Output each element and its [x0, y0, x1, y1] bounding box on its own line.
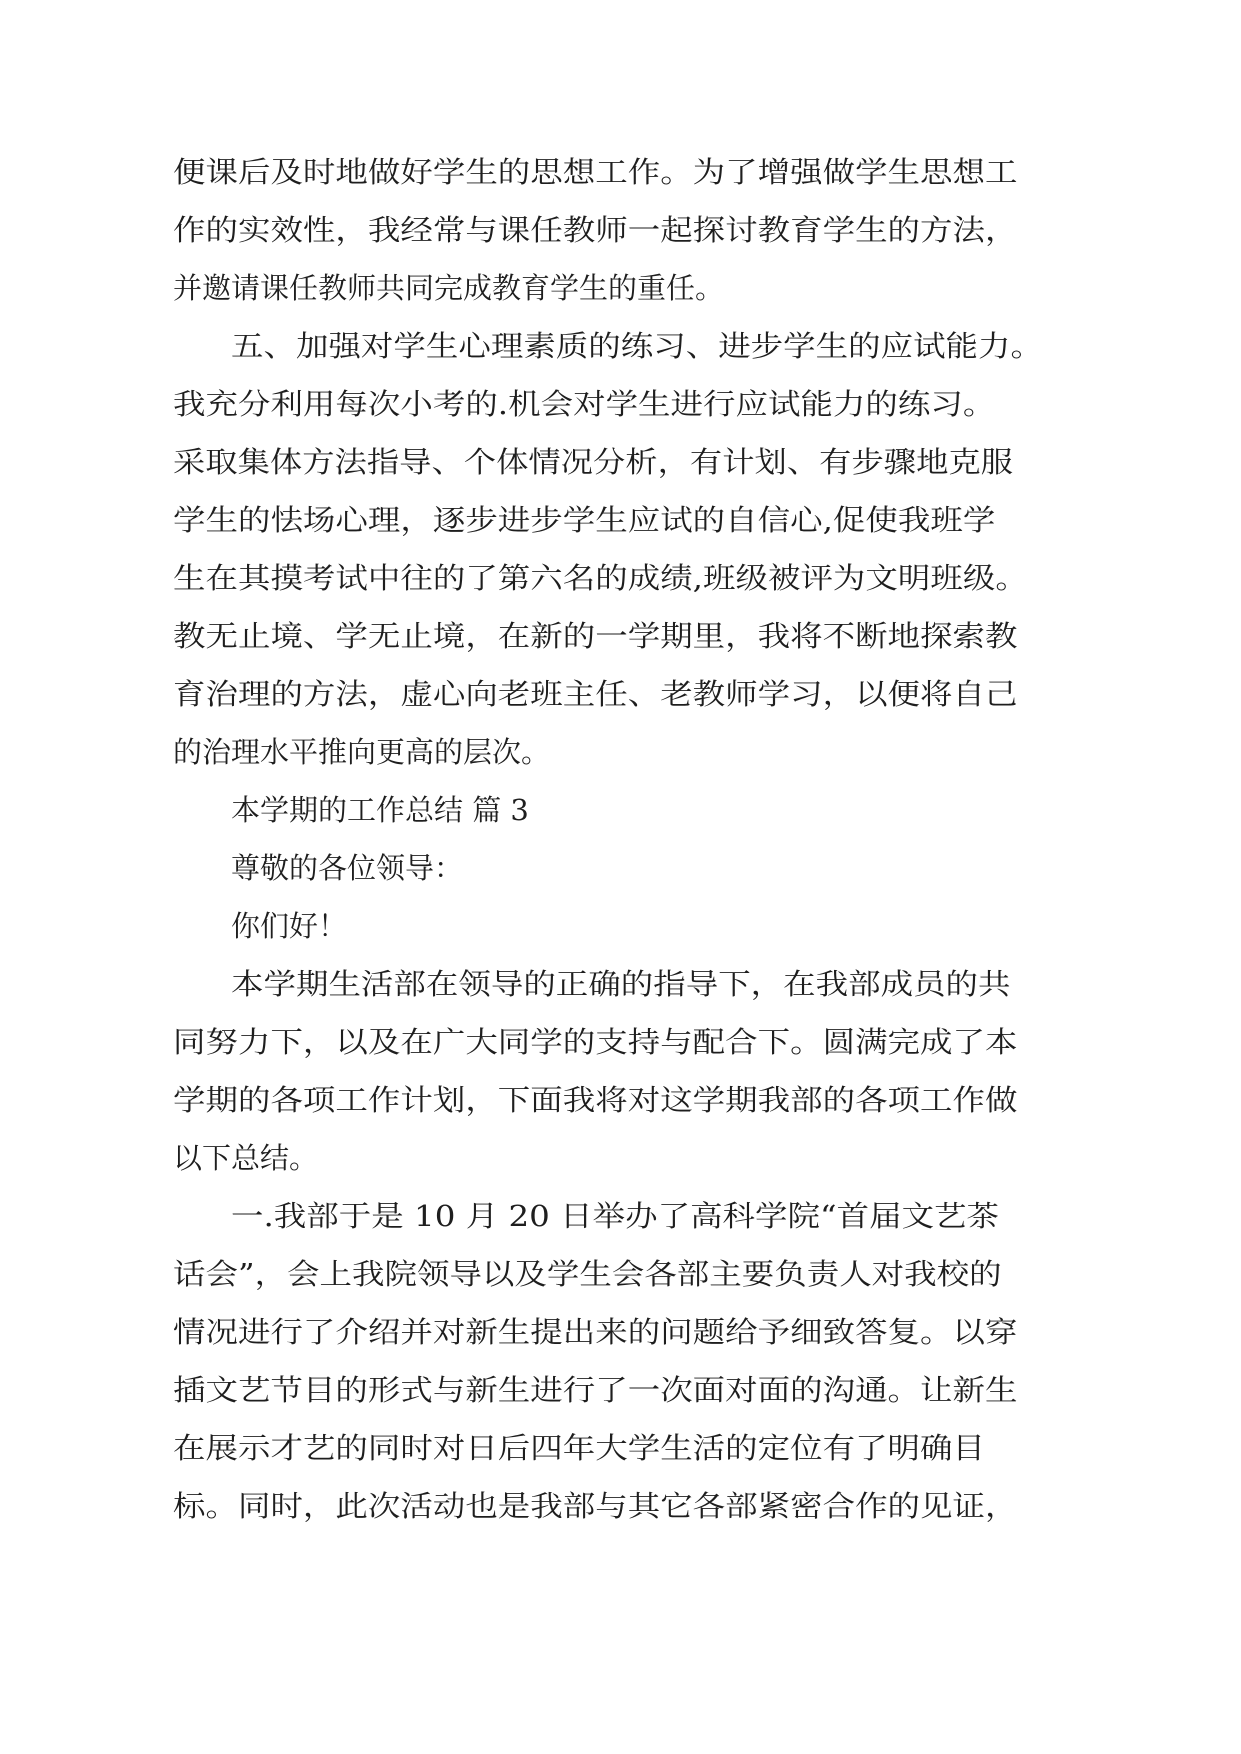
paragraph-2-line-6: 教无止境、学无止境，在新的一学期里，我将不断地探索教: [173, 619, 1018, 653]
paragraph-2-line-1: 五、加强对学生心理素质的练习、进步学生的应试能力。: [231, 329, 1044, 363]
paragraph-1-line-3: 并邀请课任教师共同完成教育学生的重任。: [173, 271, 725, 305]
paragraph-2-line-2: 我充分利用每次小考的.机会对学生进行应试能力的练习。: [173, 387, 996, 421]
paragraph-2-line-3: 采取集体方法指导、个体情况分析，有计划、有步骤地克服: [173, 445, 1013, 479]
paragraph-2-line-5: 生在其摸考试中往的了第六名的成绩,班级被评为文明班级。: [173, 561, 1028, 595]
paragraph-3-line-4: 以下总结。: [173, 1141, 319, 1175]
paragraph-2-line-4: 学生的怯场心理，逐步进步学生应试的自信心,促使我班学: [173, 503, 996, 537]
paragraph-4-line-6: 标。同时，此次活动也是我部与其它各部紧密合作的见证，: [173, 1489, 1018, 1523]
greeting-line: 你们好！: [231, 909, 348, 943]
paragraph-4-line-2: 话会”，会上我院领导以及学生会各部主要负责人对我校的: [173, 1257, 1002, 1291]
paragraph-1-line-2: 作的实效性，我经常与课任教师一起探讨教育学生的方法，: [173, 213, 1018, 247]
salutation-line: 尊敬的各位领导：: [231, 851, 464, 885]
paragraph-4-line-1: 一.我部于是 10 月 20 日举办了高科学院“首届文艺茶: [231, 1199, 1000, 1233]
paragraph-1-line-1: 便课后及时地做好学生的思想工作。为了增强做学生思想工: [173, 155, 1018, 189]
paragraph-3-line-1: 本学期生活部在领导的正确的指导下，在我部成员的共: [231, 967, 1011, 1001]
paragraph-3-line-3: 学期的各项工作计划，下面我将对这学期我部的各项工作做: [173, 1083, 1018, 1117]
paragraph-3-line-2: 同努力下，以及在广大同学的支持与配合下。圆满完成了本: [173, 1025, 1018, 1059]
paragraph-4-line-4: 插文艺节目的形式与新生进行了一次面对面的沟通。让新生: [173, 1373, 1018, 1407]
paragraph-2-line-7: 育治理的方法，虚心向老班主任、老教师学习，以便将自己: [173, 677, 1018, 711]
paragraph-4-line-3: 情况进行了介绍并对新生提出来的问题给予细致答复。以穿: [173, 1315, 1018, 1349]
section-heading: 本学期的工作总结 篇 3: [231, 793, 529, 827]
paragraph-4-line-5: 在展示才艺的同时对日后四年大学生活的定位有了明确目: [173, 1431, 986, 1465]
paragraph-2-line-8: 的治理水平推向更高的层次。: [173, 735, 551, 769]
